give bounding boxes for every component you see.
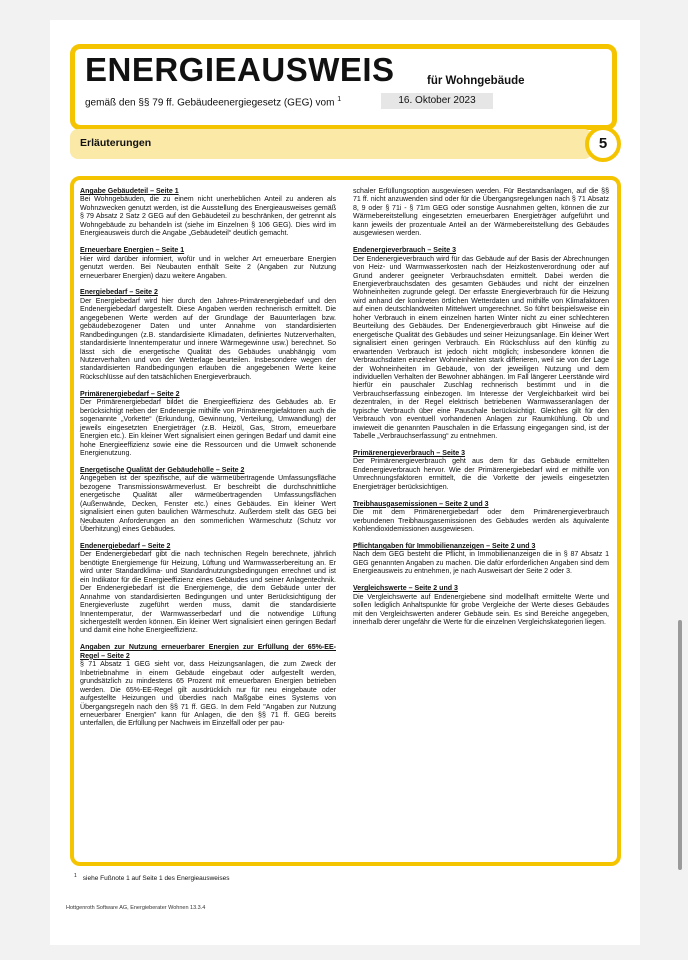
text-section bbox=[353, 247, 609, 441]
section-bar bbox=[70, 129, 592, 159]
document-page bbox=[50, 20, 640, 945]
section-text: Der Endenergieverbrauch wird für das Gebäude auf der Basis der Abrechnungen von Heiz- und Warmwasserkosten nach der Heizkostenverordnung oder auf Grund anderer geeigneter Verbrauchsdaten ermittelt. Dabei werden die Energieverbrauchsdaten des gesamten Gebäudes und nicht der einzelnen Wohneinheiten zugrunde gelegt. Der erfasste Energieverbrauch für die Heizung wird anhand der konkreten örtlichen Wetterdaten und mithilfe von Klimafaktoren auf einen deutschlandweiten Mittelwert umgerechnet. So führt beispielsweise ein hoher Verbrauch in einem einzelnen harten Winter nicht zu einer schlechteren Beurteilung des Gebäudes. Der Endenergieverbrauch gibt Hinweise auf die energetische Qualität des Gebäudes und seiner Heizungsanlage. Ein kleiner Wert signalisiert einen geringen Verbrauch. Ein Rückschluss auf den künftig zu erwartenden Verbrauch ist jedoch nicht möglich; insbesondere können die Verbrauchsdaten einzelner Wohneinheiten stark differieren, weil sie von der Lage der Wohneinheiten im Gebäude, von der jeweiligen Nutzung und dem individuellen Verhalten der Bewohner abhängen. Im Fall längerer Leerstände wird hierfür ein pauschaler Zuschlag rechnerisch bestimmt und in die Verbrauchserfassung einbezogen. Im Interesse der Vergleichbarkeit wird bei dezentralen, in der Regel elektrisch betriebenen Warmwasseranlagen der typische Verbrauch über eine Pauschale berücksichtigt. Gleiches gilt für den Verbrauch von eventuell vorhandenen Anlagen zur Raumkühlung. Ob und inwieweit die genannten Pauschalen in die Erfassung eingegangen sind, ist der Tabelle „Verbrauchserfassung“ zu entnehmen. bbox=[353, 255, 609, 441]
text-section bbox=[353, 501, 609, 535]
section-text: § 71 Absatz 1 GEG sieht vor, dass Heizungsanlagen, die zum Zweck der Inbetriebnahme in einem Gebäude eingebaut oder aufgestellt werden, grundsätzlich zu mindestens 65 Prozent mit erneuerbaren Energien betrieben werden. Die 65%-EE-Regel gilt ausdrücklich nur für neu eingebaute oder aufgestellte Heizungen und überdies nach Maßgabe eines Systems von Übergangsregeln nach den §§ 71 ff. GEG. In dem Feld "Angaben zur Nutzung erneuerbarer Energien" kann für Anlagen, die den §§ 71 ff. GEG bereits unterfallen, die Erfüllung per Nachweis im Einzelfall oder per pau- bbox=[80, 661, 336, 728]
section-heading: Primärenergieverbrauch – Seite 3 bbox=[353, 450, 466, 458]
section-heading: Pflichtangaben für Immobilienanzeigen – Seite 2 und 3 bbox=[353, 542, 536, 550]
section-title: Erläuterungen bbox=[80, 137, 152, 149]
section-text: Der Endenergiebedarf gibt die nach technischen Regeln berechnete, jährlich benötigte Energiemenge für Heizung, Lüftung und Warmwasserbereitung an. Er wird unter Standardklima- und Standardnutzungsbedingungen errechnet und ist ein Indikator für die Energieeffizienz eines Gebäudes und seiner Anlagentechnik. Der Endenergiebedarf ist die Energiemenge, die dem Gebäude unter der Annahme von standardisierten Bedingungen und unter Berücksichtigung der Energieverluste zugeführt werden muss, damit die standardisierte Innentemperatur, der Warmwasserbedarf und die notwendige Lüftung sichergestellt werden können. Ein kleiner Wert signalisiert einen geringen Bedarf und damit eine hohe Energieeffizienz. bbox=[80, 551, 336, 635]
section-heading: Energetische Qualität der Gebäudehülle – Seite 2 bbox=[80, 466, 245, 474]
section-heading: Angaben zur Nutzung erneuerbarer Energien zur Erfüllung der 65%-EE-Regel – Seite 2 bbox=[80, 644, 336, 660]
text-section bbox=[80, 644, 336, 729]
law-text: gemäß den §§ 79 ff. Gebäudeenergiegesetz (GEG) vom bbox=[85, 97, 335, 109]
section-heading: Angabe Gebäudeteil – Seite 1 bbox=[80, 188, 179, 195]
software-credit: Hottgenroth Software AG, Energieberater Wohnen 13.3.4 bbox=[66, 905, 206, 911]
section-text: Bei Wohngebäuden, die zu einem nicht unerheblichen Anteil zu anderen als Wohnzwecken genutzt werden, ist die Ausstellung des Energieausweises gemäß § 79 Absatz 2 Satz 2 GEG auf den Gebäudeteil zu beschränken, der getrennt als Wohngebäude zu behandeln ist (siehe im Einzelnen § 106 GEG). Dies wird im Energieausweis durch die Angabe „Gebäudeteil“ deutlich gemacht. bbox=[80, 196, 336, 238]
section-heading: Endenergieverbrauch – Seite 3 bbox=[353, 247, 457, 255]
left-column bbox=[80, 188, 336, 737]
text-section bbox=[80, 289, 336, 382]
text-section bbox=[80, 247, 336, 281]
footnote-marker: 1 bbox=[74, 873, 77, 879]
footnote bbox=[74, 873, 229, 882]
document-title: ENERGIEAUSWEIS bbox=[85, 51, 395, 88]
text-section bbox=[80, 188, 336, 239]
section-text: Angegeben ist der spezifische, auf die wärmeübertragende Umfassungsfläche bezogene Transmissionswärmeverlust. Er beschreibt die durchschnittliche energetische Qualität aller wärmeübertragenden Umfassungsflächen (Außenwände, Decken, Fenster etc.) eines Gebäudes. Ein kleiner Wert signalisiert einen guten baulichen Wärmeschutz. Außerdem stellt das GEG bei Neubauten Anforderungen an den sommerlichen Wärmeschutz (Schutz vor Überhitzung) eines Gebäudes. bbox=[80, 475, 336, 534]
section-heading: Erneuerbare Energien – Seite 1 bbox=[80, 247, 185, 255]
text-section bbox=[80, 467, 336, 535]
law-reference bbox=[85, 96, 341, 108]
section-text: Der Primärenergiebedarf bildet die Energieeffizienz des Gebäudes ab. Er berücksichtigt neben der Endenergie mithilfe von Primärenergiefaktoren auch die sogenannte „Vorkette“ (Erkundung, Gewinnung, Verteilung, Umwandlung) der jeweils eingesetzten Energieträger (z.B. Heizöl, Gas, Strom, erneuerbare Energien etc.). Ein kleiner Wert signalisiert einen geringen Bedarf und damit eine hohe Energieeffizienz sowie eine die Ressourcen und die Umwelt schonende Energienutzung. bbox=[80, 399, 336, 457]
section-text: Die mit dem Primärenergiebedarf oder dem Primärenergieverbrauch verbundenen Treibhausgasemissionen des Gebäudes werden als äquivalente Kohlendioxidemissionen ausgewiesen. bbox=[353, 509, 609, 534]
section-heading: Endenergiebedarf – Seite 2 bbox=[80, 542, 171, 550]
text-section bbox=[353, 585, 609, 627]
text-section bbox=[80, 391, 336, 459]
section-text: Der Energiebedarf wird hier durch den Jahres-Primärenergiebedarf und den Endenergiebedarf dargestellt. Diese Angaben werden rechnerisch ermittelt. Die angegebenen Werte werden auf der Grundlage der Bauunterlagen bzw. gebäudebezogener Daten und unter Annahme von standardisierten Randbedingungen (z.B. standardisierte Klimadaten, definiertes Nutzerverhalten, standardisierte Innentemperatur und innere Wärmegewinne usw.) berechnet. So lässt sich die energetische Qualität des Gebäudes unabhängig vom Nutzerverhalten und von der Wetterlage beurteilen. Insbesondere wegen der standardisierten Randbedingungen erlauben die angegebenen Werte keine Rückschlüsse auf den tatsächlichen Energieverbrauch. bbox=[80, 297, 336, 381]
issue-date: 16. Oktober 2023 bbox=[381, 93, 493, 109]
section-text: Der Primärenergieverbrauch geht aus dem für das Gebäude ermittelten Endenergieverbrauch hervor. Wie der Primärenergiebedarf wird er mithilfe von Umrechnungsfaktoren ermittelt, die die Vorkette der jeweils eingesetzten Energieträger berücksichtigen. bbox=[353, 458, 609, 491]
section-heading: Vergleichswerte – Seite 2 und 3 bbox=[353, 585, 458, 593]
right-column bbox=[353, 188, 609, 636]
text-section bbox=[353, 188, 609, 239]
document-subtitle: für Wohngebäude bbox=[427, 75, 525, 87]
section-text: schaler Erfüllungsoption ausgewiesen werden. Für Bestandsanlagen, auf die §§ 71 ff. nicht anzuwenden sind oder für die Übergangsregelungen nach § 71 Absatz 8, 9 oder § 71i - § 71m GEG oder sonstige Ausnahmen gelten, können die zur Wärmebereitstellung eingesetzten erneuerbaren Energieträger aufgeführt und kann jeweils der prozentuale Anteil an der Wärmebereitstellung des Gebäudes ausgewiesen werden. bbox=[353, 188, 609, 238]
law-footnote-marker: 1 bbox=[337, 96, 342, 103]
section-text: Nach dem GEG besteht die Pflicht, in Immobilienanzeigen die in § 87 Absatz 1 GEG genannten Angaben zu machen. Die dafür erforderlichen Angaben sind dem Energieausweis zu entnehmen, je nach Ausweisart der Seite 2 oder 3. bbox=[353, 551, 609, 576]
section-heading: Primärenergiebedarf – Seite 2 bbox=[80, 390, 180, 398]
section-text: Die Vergleichswerte auf Endenergiebene sind modellhaft ermittelte Werte und sollen lediglich Anhaltspunkte für grobe Vergleiche der Werte dieses Gebäudes mit den Vergleichswerten anderer Gebäude sein. Es sind Bereiche angegeben, innerhalb derer ungefähr die Werte für die einzelnen Vergleichskategorien liegen. bbox=[353, 593, 609, 627]
section-heading: Treibhausgasemissionen – Seite 2 und 3 bbox=[353, 500, 489, 508]
section-text: Hier wird darüber informiert, wofür und in welcher Art erneuerbare Energien genutzt werden. Bei Neubauten enthält Seite 2 (Angaben zur Nutzung erneuerbarer Energien) dazu weitere Angaben. bbox=[80, 255, 336, 280]
header-box bbox=[70, 44, 617, 130]
footnote-text: siehe Fußnote 1 auf Seite 1 des Energieausweises bbox=[82, 875, 230, 883]
text-section bbox=[353, 543, 609, 577]
section-heading: Energiebedarf – Seite 2 bbox=[80, 289, 158, 297]
page-number-badge: 5 bbox=[585, 126, 621, 162]
text-section bbox=[80, 543, 336, 636]
content-box bbox=[70, 176, 621, 866]
scrollbar[interactable] bbox=[678, 620, 682, 870]
text-section bbox=[353, 450, 609, 492]
